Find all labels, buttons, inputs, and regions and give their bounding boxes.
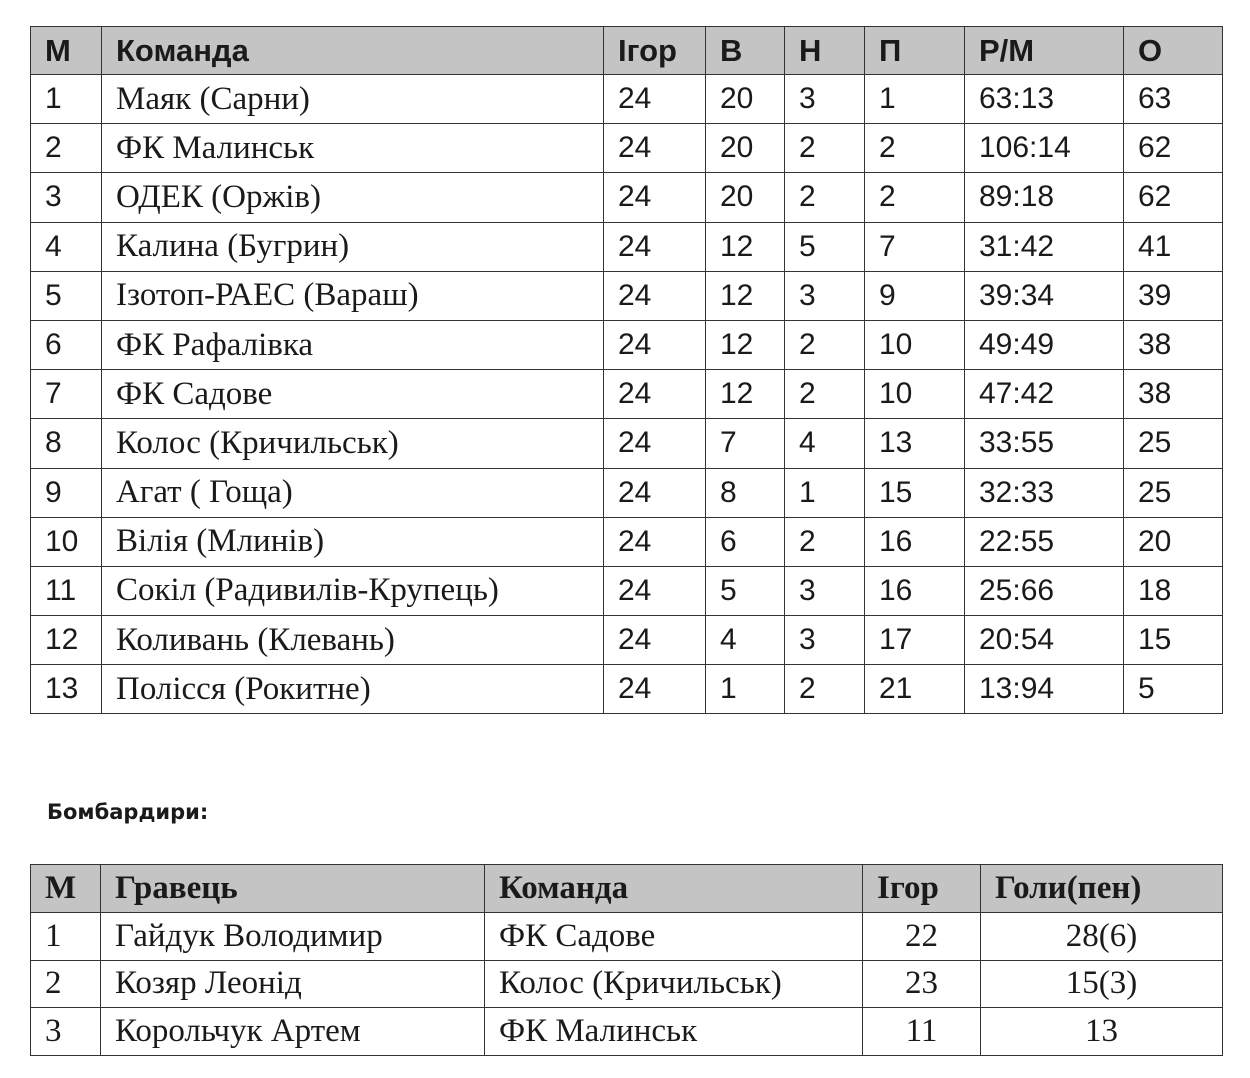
cell-goals: 31:42	[965, 222, 1124, 271]
cell-wins: 12	[706, 222, 785, 271]
cell-games: 24	[604, 616, 706, 665]
table-row	[31, 665, 1223, 714]
cell-team: ФК Садове	[485, 913, 863, 961]
cell-losses: 10	[865, 320, 965, 369]
col-header-place: М	[31, 865, 101, 913]
cell-wins: 20	[706, 124, 785, 173]
cell-losses: 17	[865, 616, 965, 665]
cell-player: Корольчук Артем	[101, 1008, 485, 1056]
cell-goals: 20:54	[965, 616, 1124, 665]
cell-games: 24	[604, 517, 706, 566]
cell-losses: 16	[865, 517, 965, 566]
cell-goals: 25:66	[965, 566, 1124, 615]
cell-place: 2	[31, 124, 102, 173]
cell-draws: 5	[785, 222, 865, 271]
cell-games: 24	[604, 271, 706, 320]
table-row	[31, 517, 1223, 566]
cell-goals: 63:13	[965, 75, 1124, 124]
col-header-games: Ігор	[863, 865, 981, 913]
cell-team: ФК Садове	[102, 370, 604, 419]
cell-team: Маяк (Сарни)	[102, 75, 604, 124]
cell-points: 25	[1124, 419, 1223, 468]
cell-wins: 7	[706, 419, 785, 468]
table-row	[31, 419, 1223, 468]
cell-goals: 22:55	[965, 517, 1124, 566]
col-header-points: О	[1124, 27, 1223, 75]
cell-place: 6	[31, 320, 102, 369]
cell-points: 38	[1124, 320, 1223, 369]
cell-team: ФК Малинськ	[102, 124, 604, 173]
cell-games: 24	[604, 370, 706, 419]
cell-losses: 21	[865, 665, 965, 714]
cell-place: 1	[31, 913, 101, 961]
col-header-goals: Р/М	[965, 27, 1124, 75]
cell-place: 2	[31, 960, 101, 1008]
cell-goals: 106:14	[965, 124, 1124, 173]
cell-player: Козяр Леонід	[101, 960, 485, 1008]
cell-games: 22	[863, 913, 981, 961]
cell-place: 4	[31, 222, 102, 271]
cell-draws: 3	[785, 616, 865, 665]
cell-team: ФК Рафалівка	[102, 320, 604, 369]
cell-place: 3	[31, 173, 102, 222]
cell-losses: 1	[865, 75, 965, 124]
cell-player: Гайдук Володимир	[101, 913, 485, 961]
cell-team: ФК Малинськ	[485, 1008, 863, 1056]
standings-table	[30, 26, 1223, 714]
cell-games: 24	[604, 124, 706, 173]
cell-place: 13	[31, 665, 102, 714]
cell-points: 63	[1124, 75, 1223, 124]
cell-losses: 10	[865, 370, 965, 419]
table-row	[31, 370, 1223, 419]
cell-points: 18	[1124, 566, 1223, 615]
col-header-team: Команда	[485, 865, 863, 913]
cell-games: 24	[604, 665, 706, 714]
cell-team: Колос (Кричильськ)	[102, 419, 604, 468]
col-header-losses: П	[865, 27, 965, 75]
col-header-draws: Н	[785, 27, 865, 75]
cell-wins: 20	[706, 75, 785, 124]
cell-place: 5	[31, 271, 102, 320]
cell-place: 9	[31, 468, 102, 517]
cell-team: ОДЕК (Оржів)	[102, 173, 604, 222]
cell-goals: 13:94	[965, 665, 1124, 714]
cell-goals: 32:33	[965, 468, 1124, 517]
col-header-goals-penalties: Голи(пен)	[981, 865, 1223, 913]
cell-wins: 5	[706, 566, 785, 615]
cell-points: 25	[1124, 468, 1223, 517]
table-row	[31, 616, 1223, 665]
cell-games: 24	[604, 566, 706, 615]
cell-goals: 89:18	[965, 173, 1124, 222]
col-header-place: М	[31, 27, 102, 75]
cell-goals-penalties: 13	[981, 1008, 1223, 1056]
cell-place: 7	[31, 370, 102, 419]
cell-place: 10	[31, 517, 102, 566]
cell-team: Вілія (Млинів)	[102, 517, 604, 566]
cell-games: 24	[604, 173, 706, 222]
cell-goals: 49:49	[965, 320, 1124, 369]
cell-draws: 3	[785, 75, 865, 124]
table-row	[31, 222, 1223, 271]
cell-games: 24	[604, 222, 706, 271]
cell-team: Полісся (Рокитне)	[102, 665, 604, 714]
cell-games: 24	[604, 468, 706, 517]
cell-points: 41	[1124, 222, 1223, 271]
cell-draws: 1	[785, 468, 865, 517]
cell-place: 12	[31, 616, 102, 665]
table-row	[31, 320, 1223, 369]
col-header-games: Ігор	[604, 27, 706, 75]
cell-team: Агат ( Гоща)	[102, 468, 604, 517]
cell-points: 5	[1124, 665, 1223, 714]
scorers-table	[30, 864, 1223, 1056]
cell-team: Колос (Кричильськ)	[485, 960, 863, 1008]
table-row	[31, 960, 1223, 1008]
cell-points: 15	[1124, 616, 1223, 665]
cell-goals: 39:34	[965, 271, 1124, 320]
table-row	[31, 913, 1223, 961]
cell-goals-penalties: 15(3)	[981, 960, 1223, 1008]
col-header-wins: В	[706, 27, 785, 75]
cell-team: Сокіл (Радивилів-Крупець)	[102, 566, 604, 615]
cell-losses: 2	[865, 124, 965, 173]
cell-wins: 20	[706, 173, 785, 222]
cell-team: Коливань (Клевань)	[102, 616, 604, 665]
cell-draws: 2	[785, 320, 865, 369]
table-row	[31, 1008, 1223, 1056]
cell-games: 24	[604, 320, 706, 369]
cell-points: 38	[1124, 370, 1223, 419]
table-row	[31, 566, 1223, 615]
cell-points: 62	[1124, 173, 1223, 222]
cell-losses: 15	[865, 468, 965, 517]
table-row	[31, 124, 1223, 173]
cell-points: 62	[1124, 124, 1223, 173]
cell-losses: 16	[865, 566, 965, 615]
cell-goals-penalties: 28(6)	[981, 913, 1223, 961]
cell-wins: 4	[706, 616, 785, 665]
cell-draws: 2	[785, 173, 865, 222]
cell-draws: 3	[785, 271, 865, 320]
cell-draws: 2	[785, 370, 865, 419]
cell-games: 23	[863, 960, 981, 1008]
cell-losses: 13	[865, 419, 965, 468]
cell-losses: 2	[865, 173, 965, 222]
table-row	[31, 271, 1223, 320]
cell-losses: 9	[865, 271, 965, 320]
table-row	[31, 173, 1223, 222]
cell-place: 3	[31, 1008, 101, 1056]
scorers-header-row	[31, 865, 1223, 913]
table-row	[31, 75, 1223, 124]
cell-draws: 2	[785, 517, 865, 566]
cell-draws: 2	[785, 665, 865, 714]
col-header-team: Команда	[102, 27, 604, 75]
cell-goals: 33:55	[965, 419, 1124, 468]
cell-team: Ізотоп-РАЕС (Вараш)	[102, 271, 604, 320]
cell-draws: 2	[785, 124, 865, 173]
cell-points: 20	[1124, 517, 1223, 566]
cell-games: 11	[863, 1008, 981, 1056]
cell-team: Калина (Бугрин)	[102, 222, 604, 271]
cell-place: 8	[31, 419, 102, 468]
cell-games: 24	[604, 75, 706, 124]
cell-wins: 12	[706, 320, 785, 369]
cell-place: 1	[31, 75, 102, 124]
scorers-title: Бомбардири:	[47, 800, 209, 824]
cell-place: 11	[31, 566, 102, 615]
cell-points: 39	[1124, 271, 1223, 320]
cell-wins: 12	[706, 370, 785, 419]
cell-goals: 47:42	[965, 370, 1124, 419]
cell-wins: 1	[706, 665, 785, 714]
table-row	[31, 468, 1223, 517]
standings-header-row	[31, 27, 1223, 75]
cell-wins: 12	[706, 271, 785, 320]
cell-games: 24	[604, 419, 706, 468]
cell-wins: 6	[706, 517, 785, 566]
cell-draws: 4	[785, 419, 865, 468]
cell-draws: 3	[785, 566, 865, 615]
cell-wins: 8	[706, 468, 785, 517]
cell-losses: 7	[865, 222, 965, 271]
col-header-player: Гравець	[101, 865, 485, 913]
